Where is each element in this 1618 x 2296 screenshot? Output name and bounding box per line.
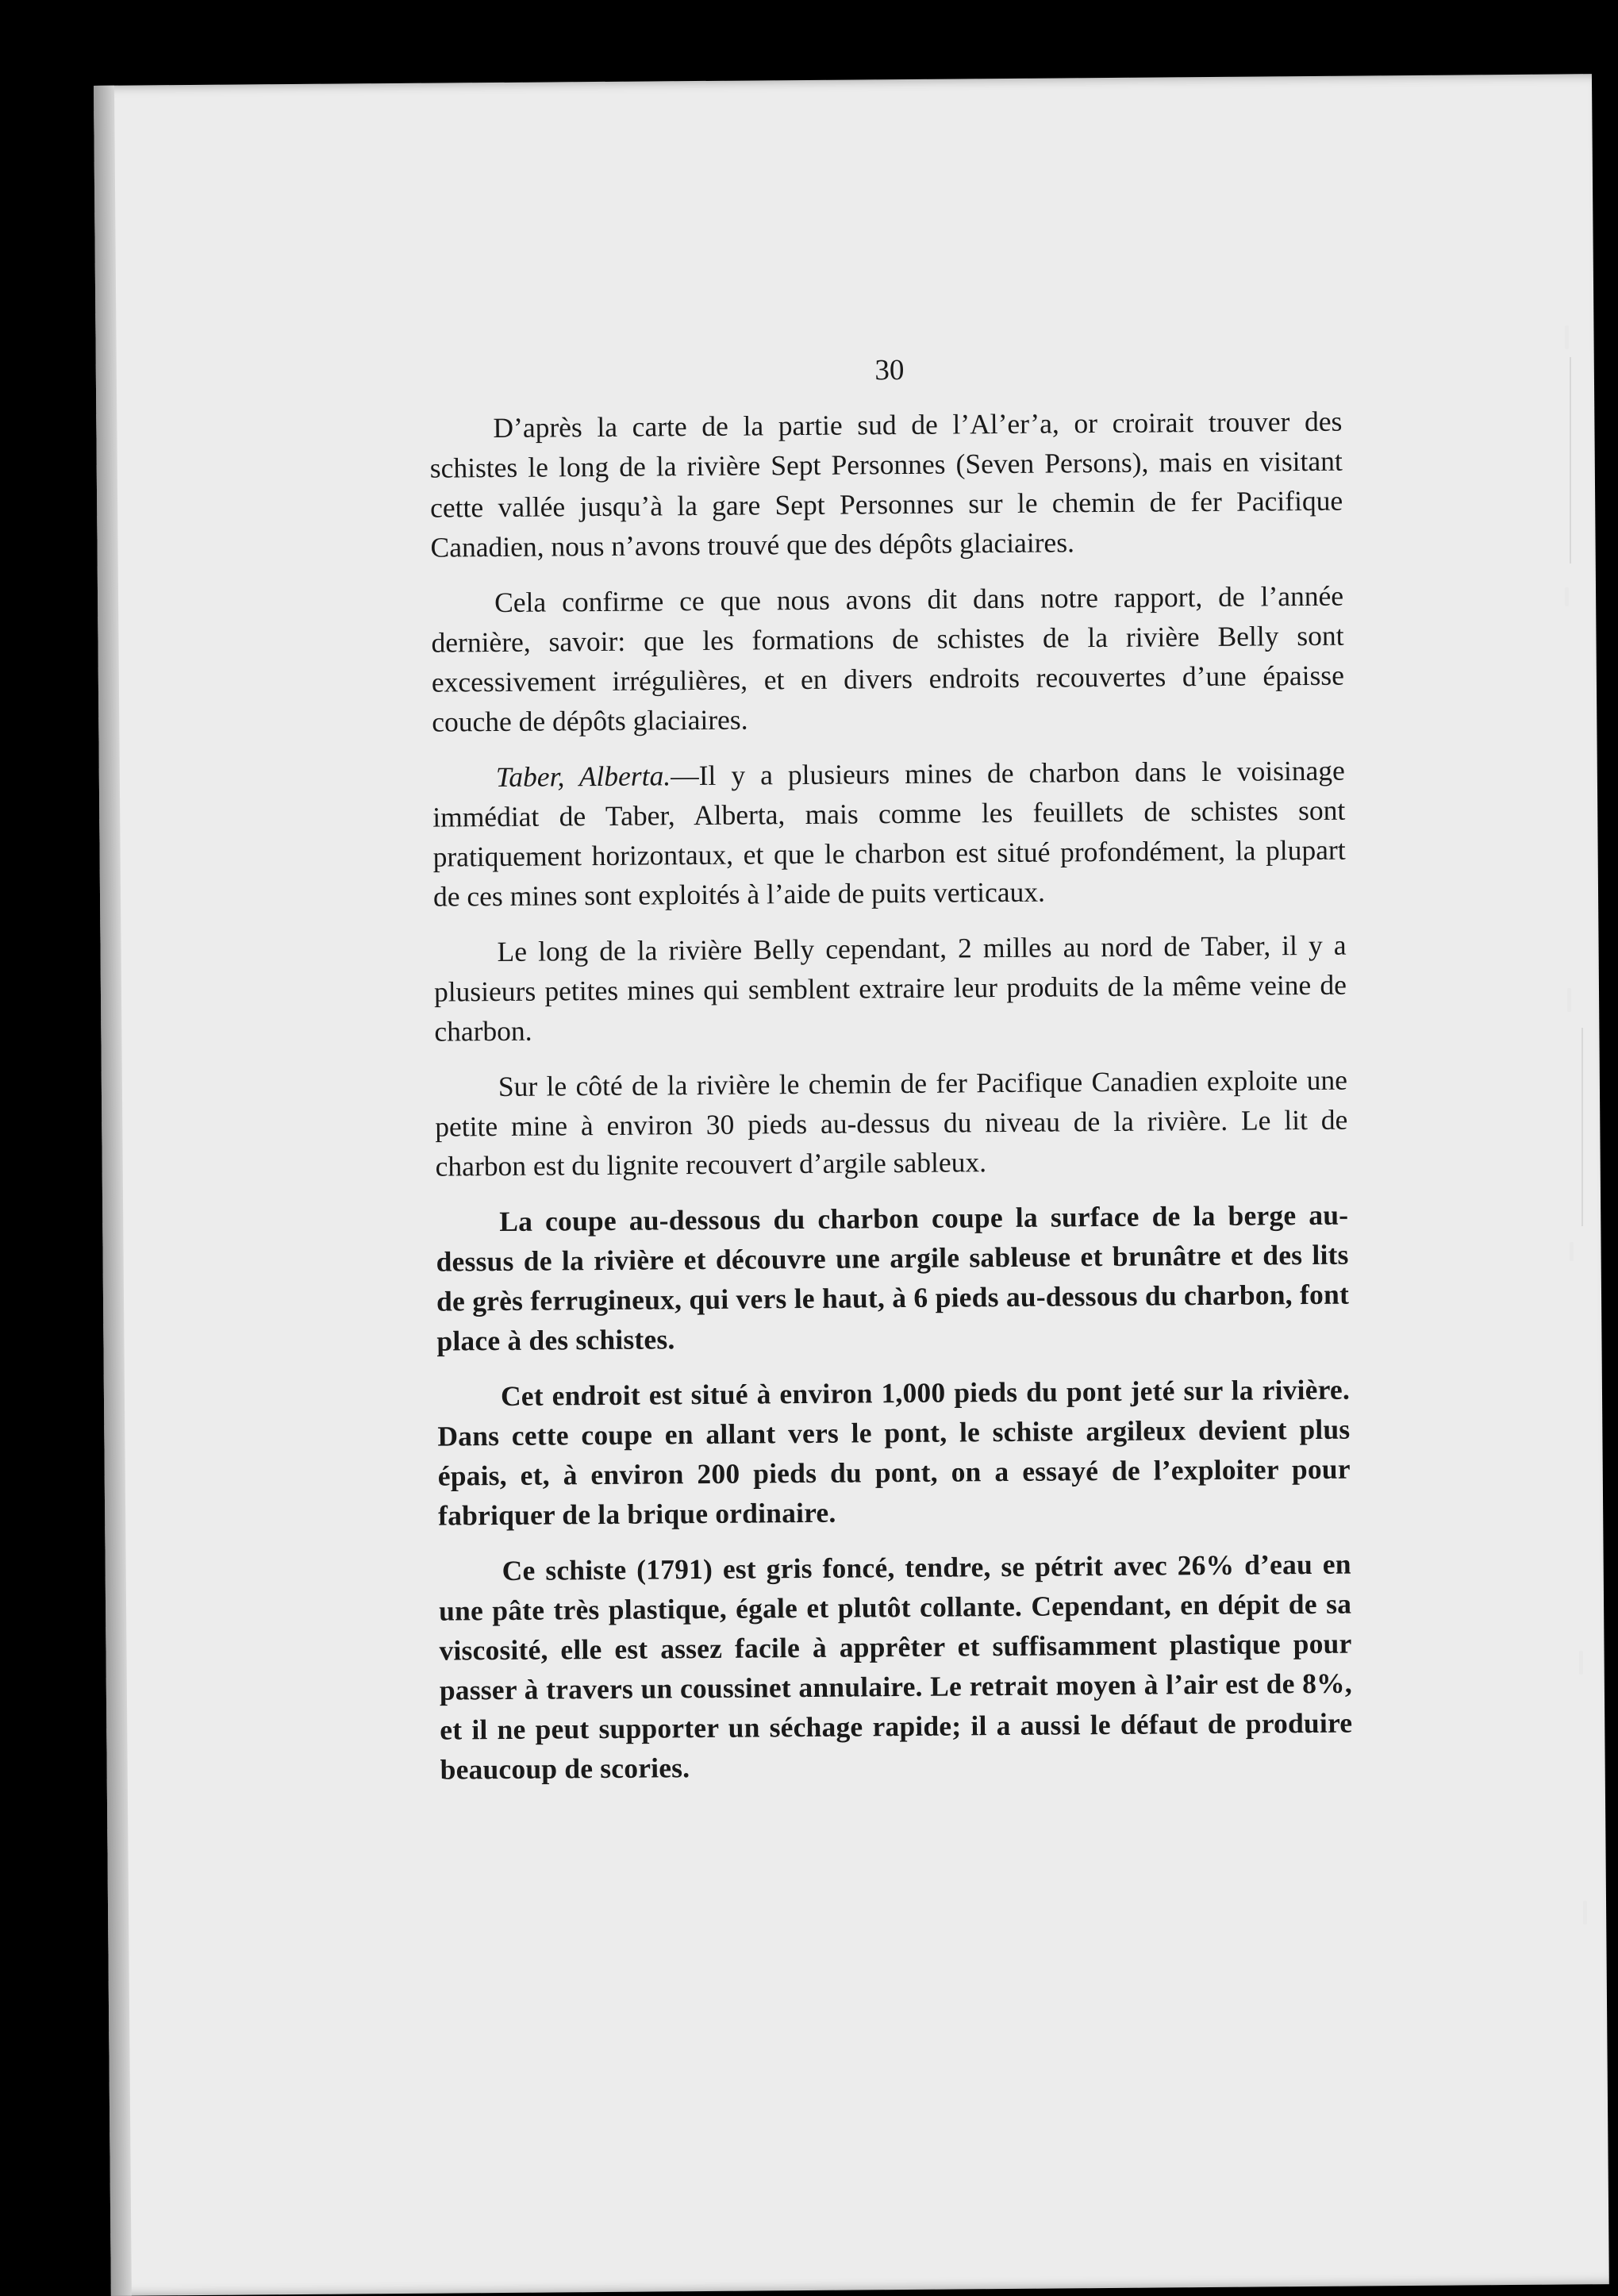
scan-artifact-line: [1581, 1028, 1583, 1226]
scan-artifact-mark: [1570, 1242, 1574, 1261]
paragraph: [439, 1544, 1353, 1790]
document-page: [94, 74, 1609, 2296]
scan-artifact-mark: [1565, 587, 1569, 606]
paragraph-text: Sur le côté de la rivière le chemin de fer Pacifique Canadien exploite une petite mine à environ 30 pieds au-dessus du niveau de la rivière. Le lit de charbon est du lignite recouvert d’argile sableux.: [435, 1063, 1348, 1183]
scan-artifact-line: [1570, 357, 1571, 563]
paragraph: [437, 1370, 1351, 1536]
scan-artifact-mark: [1583, 1901, 1587, 1925]
paragraph-text: Le long de la rivière Belly cependant, 2 milles au nord de Taber, il y a plusieurs petites mines qui semblent extraire leur produits de la même veine de charbon.: [433, 929, 1347, 1048]
paragraph: [432, 751, 1347, 917]
paragraph-text: Ce schiste (1791) est gris foncé, tendre, se pétrit avec 26% d’eau en une pâte très plastique, égale et plutôt collante. Cependant, en dépit de sa viscosité, elle est assez facile à apprêter et suffisamment plastique pour passer à travers un coussinet annulaire. Le retrait moyen à l’air est de 8%, et il ne peut supporter un séchage rapide; il a aussi le défaut de produire beaucoup de scories.: [438, 1548, 1353, 1786]
paragraph: [431, 576, 1345, 742]
paragraph: [433, 925, 1347, 1052]
paragraph-text: —Il y a plusieurs mines de charbon dans le voisinage immédiat de Taber, Alberta, mais comme les feuillets de schistes sont pratiquement horizontaux, et que le charbon est situé profondément, la plupart de ces mines sont exploités à l’aide de puits verticaux.: [432, 754, 1346, 913]
scan-artifact-mark: [1567, 988, 1571, 1012]
scan-artifact-mark: [1579, 1651, 1583, 1675]
paragraph: [436, 1195, 1350, 1361]
page-binding-edge: [94, 86, 132, 2296]
paragraph: [435, 1060, 1348, 1186]
section-heading-inline: Taber, Alberta.: [495, 760, 671, 794]
paragraph: [429, 402, 1343, 567]
scan-artifact-mark: [1565, 325, 1569, 349]
body-text: [429, 402, 1353, 1806]
paragraph-text: Cela confirme ce que nous avons dit dans notre rapport, de l’année dernière, savoir: que les formations de schistes de la rivière Belly sont excessivement irrégulières, et en divers endroits recouvertes d’une épaisse couche de dépôts glaciaires.: [431, 579, 1345, 738]
paragraph-text: D’après la carte de la partie sud de l’Al’er’a, or croirait trouver des schistes le long de la rivière Sept Personnes (Seven Persons), mais en visitant cette vallée jusqu’à la gare Sept Personnes sur le chemin de fer Pacifique Canadien, nous n’avons trouvé que des dépôts glaciaires.: [429, 405, 1343, 563]
page-number: 30: [874, 353, 905, 387]
paragraph-text: La coupe au-dessous du charbon coupe la surface de la berge au-dessus de la rivière et découvre une argile sableuse et brunâtre et des lits de grès ferrugineux, qui vers le haut, à 6 pieds au-dessous du charbon, font place à des schistes.: [436, 1198, 1350, 1357]
paragraph-text: Cet endroit est situé à environ 1,000 pieds du pont jeté sur la rivière. Dans cette coupe en allant vers le pont, le schiste argileux devient plus épais, et, à environ 200 pieds du pont, on a essayé de l’exploiter pour fabriquer de la brique ordinaire.: [437, 1373, 1351, 1532]
